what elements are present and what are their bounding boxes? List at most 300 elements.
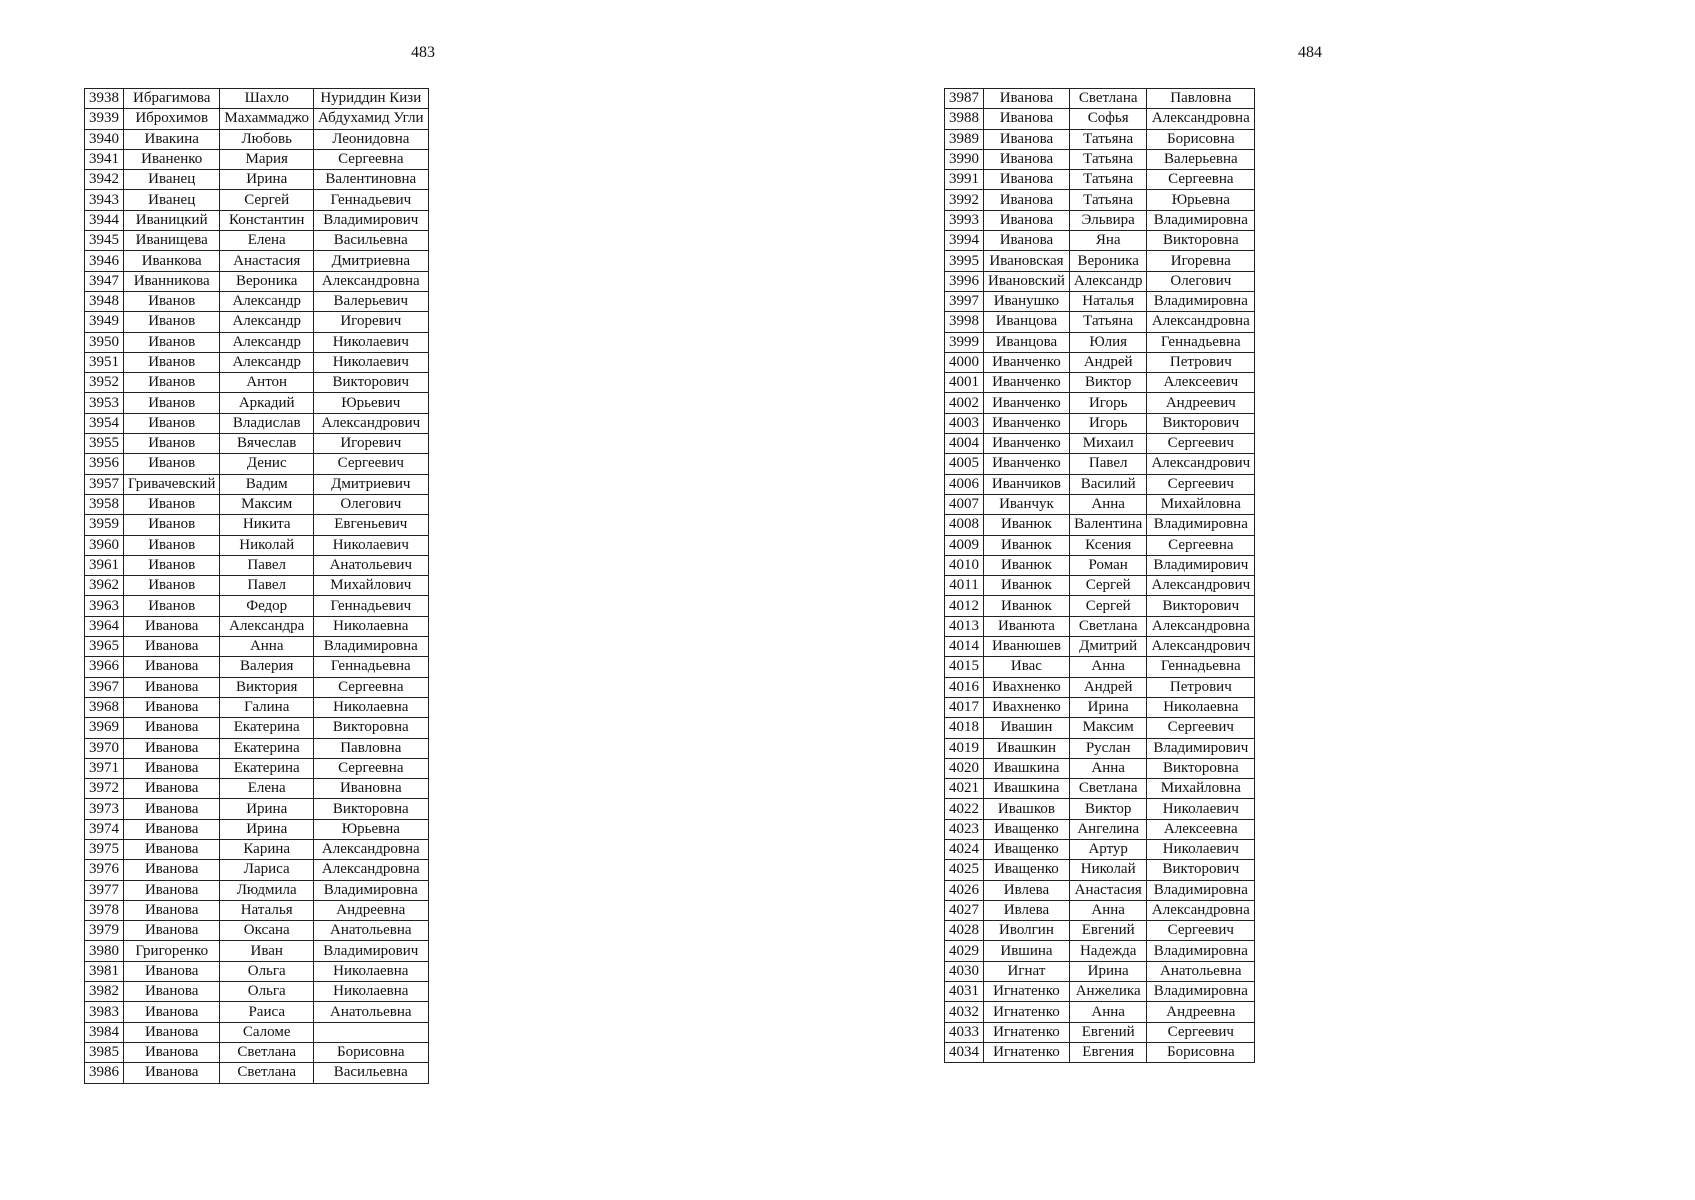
- first-name: Ирина: [1069, 697, 1147, 717]
- row-number: 3949: [85, 312, 124, 332]
- patronymic: Петрович: [1147, 677, 1255, 697]
- first-name: Виктор: [1069, 373, 1147, 393]
- patronymic: Анатольевна: [1147, 961, 1255, 981]
- first-name: Екатерина: [220, 718, 314, 738]
- table-row: [945, 210, 1255, 230]
- last-name: Иванова: [124, 637, 220, 657]
- patronymic: Сергеевна: [314, 149, 429, 169]
- table-row: [945, 332, 1255, 352]
- table-row: [945, 170, 1255, 190]
- first-name: Махаммаджо: [220, 109, 314, 129]
- last-name: Ивас: [984, 657, 1070, 677]
- row-number: 3943: [85, 190, 124, 210]
- first-name: Николай: [220, 535, 314, 555]
- table-row: [85, 839, 429, 859]
- row-number: 3996: [945, 271, 984, 291]
- first-name: Евгений: [1069, 921, 1147, 941]
- last-name: Иванченко: [984, 352, 1070, 372]
- patronymic: Дмитриевич: [314, 474, 429, 494]
- patronymic: Игоревич: [314, 434, 429, 454]
- last-name: Иванова: [124, 1022, 220, 1042]
- table-row: [85, 271, 429, 291]
- last-name: Иванченко: [984, 454, 1070, 474]
- first-name: Владислав: [220, 413, 314, 433]
- patronymic: Викторович: [1147, 860, 1255, 880]
- patronymic: Александровна: [1147, 616, 1255, 636]
- row-number: 3976: [85, 860, 124, 880]
- last-name: Иваненко: [124, 149, 220, 169]
- first-name: Александр: [220, 291, 314, 311]
- last-name: Иванкова: [124, 251, 220, 271]
- patronymic: Владимировна: [1147, 982, 1255, 1002]
- patronymic: Александровна: [1147, 312, 1255, 332]
- table-row: [945, 982, 1255, 1002]
- row-number: 3946: [85, 251, 124, 271]
- table-row: [85, 1063, 429, 1083]
- first-name: Аркадий: [220, 393, 314, 413]
- last-name: Иванченко: [984, 413, 1070, 433]
- table-row: [85, 576, 429, 596]
- first-name: Андрей: [1069, 352, 1147, 372]
- row-number: 4011: [945, 576, 984, 596]
- patronymic: Сергеевна: [314, 758, 429, 778]
- patronymic: Нуриддин Кизи: [314, 89, 429, 109]
- patronymic: Игоревна: [1147, 251, 1255, 271]
- table-row: [945, 758, 1255, 778]
- patronymic: Николаевна: [314, 697, 429, 717]
- row-number: 3961: [85, 555, 124, 575]
- row-number: 3981: [85, 961, 124, 981]
- page-number: 483: [411, 44, 435, 61]
- table-row: [85, 921, 429, 941]
- patronymic: Васильевна: [314, 1063, 429, 1083]
- last-name: Иванцова: [984, 332, 1070, 352]
- row-number: 3987: [945, 89, 984, 109]
- table-row: [85, 89, 429, 109]
- patronymic: Сергеевна: [1147, 535, 1255, 555]
- table-row: [85, 149, 429, 169]
- table-row: [85, 758, 429, 778]
- last-name: Иванова: [124, 839, 220, 859]
- table-row: [945, 839, 1255, 859]
- table-row: [945, 129, 1255, 149]
- row-number: 4000: [945, 352, 984, 372]
- row-number: 4021: [945, 779, 984, 799]
- first-name: Павел: [220, 576, 314, 596]
- row-number: 3989: [945, 129, 984, 149]
- row-number: 4014: [945, 637, 984, 657]
- row-number: 4006: [945, 474, 984, 494]
- row-number: 3974: [85, 819, 124, 839]
- first-name: Шахло: [220, 89, 314, 109]
- row-number: 3956: [85, 454, 124, 474]
- table-row: [85, 555, 429, 575]
- last-name: Иванчиков: [984, 474, 1070, 494]
- table-row: [85, 454, 429, 474]
- table-row: [945, 961, 1255, 981]
- row-number: 3980: [85, 941, 124, 961]
- last-name: Иванец: [124, 170, 220, 190]
- row-number: 3963: [85, 596, 124, 616]
- row-number: 3953: [85, 393, 124, 413]
- first-name: Мария: [220, 149, 314, 169]
- row-number: 3991: [945, 170, 984, 190]
- last-name: Иванец: [124, 190, 220, 210]
- table-row: [85, 982, 429, 1002]
- row-number: 4009: [945, 535, 984, 555]
- patronymic: Викторовна: [1147, 758, 1255, 778]
- patronymic: Павловна: [314, 738, 429, 758]
- last-name: Ивашкин: [984, 738, 1070, 758]
- row-number: 4002: [945, 393, 984, 413]
- row-number: 3977: [85, 880, 124, 900]
- patronymic: Викторовна: [314, 799, 429, 819]
- patronymic: Валерьевич: [314, 291, 429, 311]
- first-name: Евгений: [1069, 1022, 1147, 1042]
- row-number: 4016: [945, 677, 984, 697]
- last-name: Ивлева: [984, 900, 1070, 920]
- table-row: [945, 89, 1255, 109]
- table-row: [85, 1002, 429, 1022]
- last-name: Иванова: [124, 900, 220, 920]
- row-number: 3982: [85, 982, 124, 1002]
- row-number: 4027: [945, 900, 984, 920]
- last-name: Иброхимов: [124, 109, 220, 129]
- first-name: Яна: [1069, 231, 1147, 251]
- row-number: 3964: [85, 616, 124, 636]
- patronymic: Евгеньевич: [314, 515, 429, 535]
- table-row: [945, 860, 1255, 880]
- patronymic: Сергеевна: [314, 677, 429, 697]
- last-name: Иванов: [124, 555, 220, 575]
- patronymic: Викторович: [1147, 596, 1255, 616]
- table-row: [945, 434, 1255, 454]
- patronymic: Николаевич: [314, 332, 429, 352]
- row-number: 4015: [945, 657, 984, 677]
- table-row: [945, 637, 1255, 657]
- row-number: 3998: [945, 312, 984, 332]
- first-name: Антон: [220, 373, 314, 393]
- patronymic: Николаевна: [1147, 697, 1255, 717]
- patronymic: Юрьевна: [1147, 190, 1255, 210]
- first-name: Светлана: [220, 1063, 314, 1083]
- table-row: [85, 779, 429, 799]
- row-number: 3972: [85, 779, 124, 799]
- table-row: [85, 190, 429, 210]
- patronymic: Николаевич: [314, 535, 429, 555]
- table-row: [85, 657, 429, 677]
- last-name: Иванова: [124, 1063, 220, 1083]
- first-name: Александра: [220, 616, 314, 636]
- table-row: [85, 616, 429, 636]
- first-name: Анна: [1069, 494, 1147, 514]
- table-row: [85, 332, 429, 352]
- row-number: 4018: [945, 718, 984, 738]
- row-number: 3948: [85, 291, 124, 311]
- last-name: Иванушко: [984, 291, 1070, 311]
- table-row: [85, 1042, 429, 1062]
- patronymic: Валерьевна: [1147, 149, 1255, 169]
- first-name: Максим: [220, 494, 314, 514]
- row-number: 4013: [945, 616, 984, 636]
- row-number: 4032: [945, 1002, 984, 1022]
- patronymic: Сергеевич: [1147, 434, 1255, 454]
- last-name: Иванченко: [984, 434, 1070, 454]
- table-row: [85, 738, 429, 758]
- table-row: [945, 900, 1255, 920]
- patronymic: Борисовна: [1147, 129, 1255, 149]
- patronymic: Сергеевич: [1147, 474, 1255, 494]
- last-name: Иванов: [124, 515, 220, 535]
- table-row: [85, 961, 429, 981]
- row-number: 4024: [945, 839, 984, 859]
- patronymic: Владимировна: [314, 637, 429, 657]
- patronymic: Владимировна: [1147, 515, 1255, 535]
- row-number: 4030: [945, 961, 984, 981]
- last-name: Ивакина: [124, 129, 220, 149]
- row-number: 3966: [85, 657, 124, 677]
- last-name: Ившина: [984, 941, 1070, 961]
- row-number: 3950: [85, 332, 124, 352]
- patronymic: Анатольевич: [314, 555, 429, 575]
- table-row: [85, 637, 429, 657]
- row-number: 3942: [85, 170, 124, 190]
- row-number: 3984: [85, 1022, 124, 1042]
- first-name: Саломе: [220, 1022, 314, 1042]
- table-row: [85, 718, 429, 738]
- row-number: 4008: [945, 515, 984, 535]
- row-number: 3944: [85, 210, 124, 230]
- first-name: Вадим: [220, 474, 314, 494]
- patronymic: Геннадьевна: [314, 657, 429, 677]
- last-name: Ивашков: [984, 799, 1070, 819]
- first-name: Татьяна: [1069, 190, 1147, 210]
- last-name: Иванов: [124, 312, 220, 332]
- last-name: Ивашин: [984, 718, 1070, 738]
- last-name: Игнатенко: [984, 1022, 1070, 1042]
- table-row: [945, 291, 1255, 311]
- first-name: Анастасия: [1069, 880, 1147, 900]
- table-row: [945, 515, 1255, 535]
- first-name: Виктория: [220, 677, 314, 697]
- last-name: Иванова: [124, 616, 220, 636]
- first-name: Константин: [220, 210, 314, 230]
- patronymic: Сергеевич: [1147, 921, 1255, 941]
- roster-table: [84, 88, 429, 1084]
- table-row: [945, 677, 1255, 697]
- first-name: Ольга: [220, 982, 314, 1002]
- row-number: 3968: [85, 697, 124, 717]
- table-row: [85, 900, 429, 920]
- first-name: Ксения: [1069, 535, 1147, 555]
- first-name: Валентина: [1069, 515, 1147, 535]
- patronymic: Александрович: [1147, 576, 1255, 596]
- patronymic: Геннадьевич: [314, 190, 429, 210]
- first-name: Михаил: [1069, 434, 1147, 454]
- last-name: Иванов: [124, 434, 220, 454]
- first-name: Анна: [1069, 1002, 1147, 1022]
- last-name: Иванова: [984, 210, 1070, 230]
- first-name: Ангелина: [1069, 819, 1147, 839]
- first-name: Татьяна: [1069, 129, 1147, 149]
- first-name: Светлана: [220, 1042, 314, 1062]
- table-row: [945, 657, 1255, 677]
- row-number: 3969: [85, 718, 124, 738]
- first-name: Любовь: [220, 129, 314, 149]
- first-name: Анна: [1069, 657, 1147, 677]
- patronymic: Александрович: [1147, 454, 1255, 474]
- last-name: Иванов: [124, 494, 220, 514]
- last-name: Иванова: [124, 880, 220, 900]
- patronymic: Андреевич: [1147, 393, 1255, 413]
- last-name: Иванюк: [984, 515, 1070, 535]
- patronymic: Александрович: [314, 413, 429, 433]
- first-name: Вероника: [1069, 251, 1147, 271]
- last-name: Игнатенко: [984, 982, 1070, 1002]
- last-name: Иванченко: [984, 373, 1070, 393]
- last-name: Иванова: [124, 982, 220, 1002]
- first-name: Карина: [220, 839, 314, 859]
- last-name: Иванова: [124, 921, 220, 941]
- first-name: Евгения: [1069, 1042, 1147, 1062]
- first-name: Ирина: [220, 170, 314, 190]
- table-row: [85, 596, 429, 616]
- table-row: [85, 860, 429, 880]
- first-name: Роман: [1069, 555, 1147, 575]
- first-name: Игорь: [1069, 393, 1147, 413]
- patronymic: Владимирович: [314, 210, 429, 230]
- table-row: [85, 129, 429, 149]
- row-number: 3988: [945, 109, 984, 129]
- first-name: Дмитрий: [1069, 637, 1147, 657]
- first-name: Татьяна: [1069, 170, 1147, 190]
- last-name: Игнатенко: [984, 1042, 1070, 1062]
- table-row: [85, 941, 429, 961]
- patronymic: Анатольевна: [314, 1002, 429, 1022]
- last-name: Иванов: [124, 291, 220, 311]
- first-name: Наталья: [220, 900, 314, 920]
- patronymic: Николаевна: [314, 982, 429, 1002]
- patronymic: Олегович: [1147, 271, 1255, 291]
- patronymic: Николаевна: [314, 961, 429, 981]
- row-number: 4026: [945, 880, 984, 900]
- last-name: Иванчук: [984, 494, 1070, 514]
- patronymic: Владимировна: [1147, 291, 1255, 311]
- first-name: Игорь: [1069, 413, 1147, 433]
- last-name: Иванов: [124, 352, 220, 372]
- table-row: [945, 535, 1255, 555]
- table-row: [85, 677, 429, 697]
- last-name: Григоренко: [124, 941, 220, 961]
- row-number: 4010: [945, 555, 984, 575]
- row-number: 4017: [945, 697, 984, 717]
- last-name: Иванюк: [984, 596, 1070, 616]
- last-name: Иванова: [124, 819, 220, 839]
- table-row: [945, 231, 1255, 251]
- patronymic: Геннадьевна: [1147, 657, 1255, 677]
- last-name: Иванов: [124, 454, 220, 474]
- last-name: Иванов: [124, 413, 220, 433]
- last-name: Иванова: [984, 190, 1070, 210]
- patronymic: Дмитриевна: [314, 251, 429, 271]
- table-row: [945, 494, 1255, 514]
- first-name: Андрей: [1069, 677, 1147, 697]
- last-name: Иванюшев: [984, 637, 1070, 657]
- last-name: Иванов: [124, 535, 220, 555]
- row-number: 3954: [85, 413, 124, 433]
- last-name: Иванюк: [984, 535, 1070, 555]
- table-row: [85, 494, 429, 514]
- patronymic: Николаевич: [314, 352, 429, 372]
- table-row: [85, 373, 429, 393]
- row-number: 3993: [945, 210, 984, 230]
- patronymic: Михайловна: [1147, 779, 1255, 799]
- table-row: [945, 474, 1255, 494]
- table-row: [85, 170, 429, 190]
- table-row: [945, 109, 1255, 129]
- table-row: [85, 434, 429, 454]
- first-name: Светлана: [1069, 779, 1147, 799]
- patronymic: Владимирович: [1147, 555, 1255, 575]
- patronymic: Сергеевич: [314, 454, 429, 474]
- row-number: 3951: [85, 352, 124, 372]
- row-number: 4029: [945, 941, 984, 961]
- patronymic: Игоревич: [314, 312, 429, 332]
- first-name: Иван: [220, 941, 314, 961]
- first-name: Павел: [1069, 454, 1147, 474]
- patronymic: Алексеевич: [1147, 373, 1255, 393]
- patronymic: Александрович: [1147, 637, 1255, 657]
- patronymic: Николаевич: [1147, 799, 1255, 819]
- patronymic: Владимирович: [1147, 738, 1255, 758]
- first-name: Валерия: [220, 657, 314, 677]
- patronymic: Викторович: [1147, 413, 1255, 433]
- table-row: [85, 251, 429, 271]
- last-name: Игнатенко: [984, 1002, 1070, 1022]
- table-row: [945, 190, 1255, 210]
- patronymic: Александровна: [314, 839, 429, 859]
- last-name: Иванюк: [984, 576, 1070, 596]
- row-number: 3979: [85, 921, 124, 941]
- patronymic: Борисовна: [314, 1042, 429, 1062]
- first-name: Максим: [1069, 718, 1147, 738]
- last-name: Иванникова: [124, 271, 220, 291]
- last-name: Иванцова: [984, 312, 1070, 332]
- first-name: Надежда: [1069, 941, 1147, 961]
- table-row: [945, 819, 1255, 839]
- table-row: [945, 616, 1255, 636]
- row-number: 3992: [945, 190, 984, 210]
- patronymic: Владимировна: [1147, 941, 1255, 961]
- patronymic: Ивановна: [314, 779, 429, 799]
- row-number: 3997: [945, 291, 984, 311]
- first-name: Ирина: [1069, 961, 1147, 981]
- last-name: Иванова: [124, 1042, 220, 1062]
- row-number: 4028: [945, 921, 984, 941]
- table-row: [945, 373, 1255, 393]
- row-number: 3955: [85, 434, 124, 454]
- last-name: Иванова: [984, 149, 1070, 169]
- row-number: 3986: [85, 1063, 124, 1083]
- row-number: 4001: [945, 373, 984, 393]
- first-name: Лариса: [220, 860, 314, 880]
- first-name: Ирина: [220, 799, 314, 819]
- first-name: Елена: [220, 231, 314, 251]
- patronymic: Сергеевна: [1147, 170, 1255, 190]
- row-number: 4025: [945, 860, 984, 880]
- table-row: [945, 576, 1255, 596]
- last-name: Ивашкина: [984, 758, 1070, 778]
